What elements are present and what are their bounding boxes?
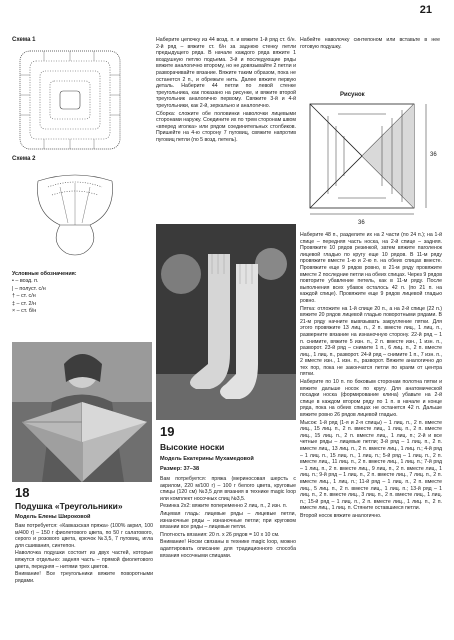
scheme2-label: Схема 2 xyxy=(12,156,36,162)
dimension-bottom: 36 xyxy=(358,220,365,226)
page-number: 21 xyxy=(419,4,432,16)
socks-size: Размер: 37–38 xyxy=(160,466,200,472)
paragraph: Внимание! Все треугольники вяжите поворотными рядами. xyxy=(15,571,153,584)
socks-illustration xyxy=(156,224,296,420)
article-number-18: 18 xyxy=(15,485,30,500)
socks-materials xyxy=(160,476,296,560)
legend-item: ‡ – ст. 2/н xyxy=(12,300,37,307)
legend-item: • – возд. п. xyxy=(12,278,39,285)
figure-label: Рисунок xyxy=(340,92,365,98)
paragraph: Сборка: сложите обе половинки наволочки лицевыми сторонами наружу. Соедините их по трем сторонам швом «вперед иголка» или рядом соединительных столбиков. Пришейте на 4-ю сторону 7 пуговиц, свяжите напротив пуговиц петли (по 5 возд. петель). xyxy=(156,110,296,143)
legend-item: × – ст. б/н xyxy=(12,308,37,315)
paragraph: Наберите цепочку из 44 возд. п. и вяжите 1-й ряд ст. б/н. 2-й ряд – вяжите ст. б/н за заднюю стенку петли предыдущего ряда. В начале каждого ряда вяжите 1 воздушную петлю подъема. 3-й и последующие ряды вяжите аналогично второму, но не довязывайте 2 петли и разворачивайте вязание. Вяжите таким образом, пока не останется 2 п., и обрежьте нить. Далее вяжите первую деталь. Наберите 44 петли по левой стенке треугольника, как показано на рисунке, и вяжите второй треугольник аналогично первому. Свяжите 3-й и 4-й треугольники, как 2-й, зеркально и аналогично. xyxy=(156,37,296,109)
pillow-illustration xyxy=(12,342,152,482)
scheme2-diagram xyxy=(30,163,120,258)
paragraph: Второй носок вяжите аналогично. xyxy=(300,512,382,519)
pillow-title: Подушка «Треугольники» xyxy=(15,501,123,511)
paragraph: Лицевая гладь: лицевые ряды – лицевые петли, изнаночные ряды – изнаночные петли; при круговом вязании все ряды – лицевые петли. xyxy=(160,510,296,531)
triangles-figure xyxy=(308,102,446,217)
legend-title: Условные обозначения: xyxy=(12,271,77,277)
socks-model: Модель Екатерины Мухамедовой xyxy=(160,456,254,462)
socks-instructions xyxy=(300,232,442,521)
paragraph: Наберите по 10 п. по боковым сторонам полотна пятки и вяжите дальше носок по кругу. Для анатомической посадки носка (формирование клина) убавьте на 2-й спице в каждом втором ряду по 1 п. в начале и конце ряда, пока на обеих спицах не останется 42 п. Дальше вяжите ровно 26 рядов лицевой гладью. xyxy=(300,379,442,419)
pillow-instructions xyxy=(156,37,296,145)
paragraph: Мысок: 1-й ряд (1-я и 2-я спицы) – 1 лиц. п., 2 п. вместе лиц., 15 лиц. п., 2 п. вместе лиц., 1 лиц. п., 2 п. вместе лиц., 15 лиц. п., 2 п. вместе лиц., 1 лиц. п.; 2-й и все четные ряды – лицевые петли; 3-й ряд – 1 лиц. п., 2 п. вместе лиц., 13 лиц. п., 2 п. вместе лиц., 1 лиц. п.; 4-й ряд – 1 лиц. п., 15 лиц. п., 1 лиц. п.; 5-й ряд – 1 лиц. п., 2 п. вместе лиц., 11 лиц. п., 2 п. вместе лиц., 1 лиц. п.; 7-й ряд – 1 лиц. п., 2 п. вместе лиц., 9 лиц. п., 2 п. вместе лиц., 1 лиц. п.; 9-й ряд – 1 лиц. п., 2 п. вместе лиц., 7 лиц. п., 2 п. вместе лиц., 1 лиц. п.; 11-й ряд – 1 лиц. п., 2 п. вместе лиц., 5 лиц. п., 2 п. вместе лиц., 1 лиц. п.; 13-й ряд – 1 лиц. п., 2 п. вместе лиц., 3 лиц. п., 2 п. вместе лиц., 1 лиц. п.; 15-й ряд – 1 лиц. п., 2 п. вместе лиц., 1 лиц. п., 2 п. вместе лиц., 1 лиц. п. Стяните оставшиеся петли. xyxy=(300,419,442,512)
paragraph: Пятка: отложите на 1-й спице 20 п., а на 2-й спице (22 п.) вяжите 20 рядов лицевой гладью поворотными рядами. В 21-м ряду начните вывязывать закругление пятки. Для этого провяжите 13 лиц. п., 2 п. вместе лиц., 1 лиц. п., разверните вязание на изнаночную сторону. 22-й ряд – 1 п. снимите, вяжите 5 изн. п., 2 п. вместе изн., 1 изн. п., разворот. 23-й ряд – снимите 1 п., 6 лиц. п., 2 п. вместе лиц., 1 лиц. п., разворот. 24-й ряд – снимите 1 п., 7 изн. п., 2 вместе изн., 1 изн. п., разворот. Вяжите аналогично до тех пор, пока не закончатся петли по краям от центра пятки. xyxy=(300,305,442,378)
pillow-materials xyxy=(15,523,153,585)
paragraph: Вам потребуется: пряжа (мериносовая шерсть с акрилом, 220 м/100 г) – 100 г белого цвета, круговые спицы (120 см) №3,5 для вязания в технике magic loop или комплект носочных спиц №3,5. xyxy=(160,476,296,502)
pillow-photo xyxy=(12,342,152,482)
paragraph: Плотность вязания: 20 п. х 26 рядов = 10 х 10 см. xyxy=(160,531,280,538)
legend xyxy=(12,271,77,315)
socks-photo xyxy=(156,224,296,420)
dimension-right: 36 xyxy=(430,152,437,158)
paragraph: Резинка 2х2: вяжите попеременно 2 лиц. п., 2 изн. п. xyxy=(160,503,288,510)
paragraph: Внимание! Носки связаны в технике magic loop, можно адаптировать описание для традиционного способа вязания носочными спицами. xyxy=(160,539,296,559)
paragraph: Наберите 48 п., разделите их на 2 части (по 24 п.); на 1-й спице – передняя часть носка, на 2-й спице – задняя. Провяжите 10 рядов резинкой, затем вяжите паголенок лицевой гладью по кругу еще 10 рядов. В 11-м ряду провяжите вместе 1-ю и 2-ю п. на обеих спицах вместе. Провяжите еще 9 рядов ровно, в 21-м ряду провяжите вместе 2 последние петли на обеих спицах. Через 9 рядов повторите убавление петель, как в 11-м ряду. После выполнения всех убавок осталось 42 п. (по 21 п. на каждой спице). Провяжите еще 9 рядов лицевой гладью ровно. xyxy=(300,232,442,304)
paragraph: Наволочка подушки состоит из двух частей, которые вяжутся отдельно: задняя часть – прямой фиолетового цвета, передняя – нитями трех цветов. xyxy=(15,550,153,570)
legend-item: | – полуст. с/н xyxy=(12,285,46,292)
scheme1-diagram xyxy=(14,45,126,155)
paragraph: Вам потребуется: «Кавказская пряжа» (100% акрил, 100 м/400 г) – 150 г фиолетового цвета, по 50 г салатового, серого и розового цвета, крючок №3,5, 7 пуговиц, игла для сшивания, синтепон. xyxy=(15,523,153,549)
scheme1-label: Схема 1 xyxy=(12,37,36,43)
article-number-19: 19 xyxy=(160,424,175,439)
paragraph: Набейте наволочку синтепоном или вставьте в нее готовую подушку. xyxy=(300,37,440,50)
legend-item: † – ст. с/н xyxy=(12,293,36,300)
socks-title: Высокие носки xyxy=(160,442,225,452)
pillow-model: Модель Елены Широковой xyxy=(15,514,91,520)
pillow-assembly-end xyxy=(300,37,440,51)
